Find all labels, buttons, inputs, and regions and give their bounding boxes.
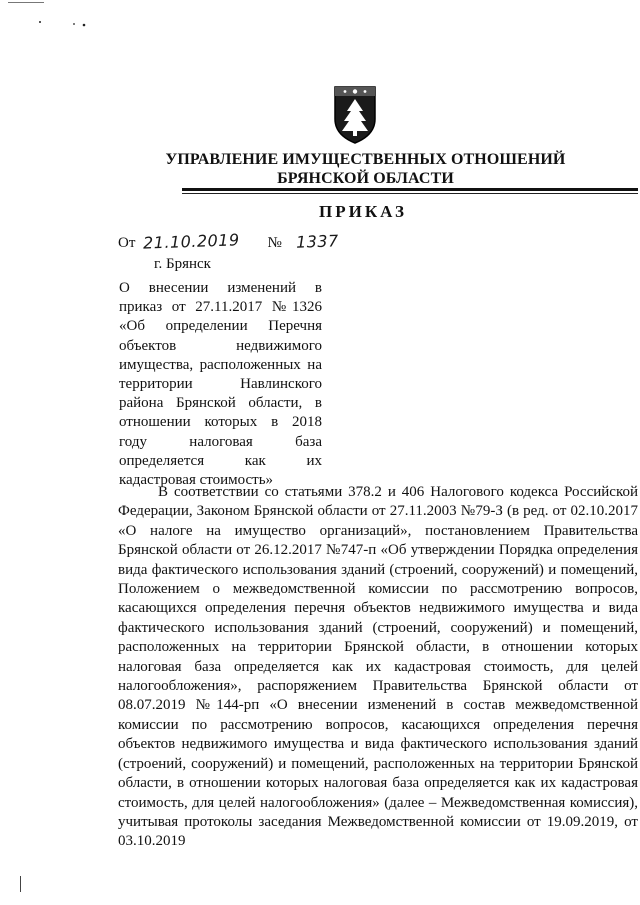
scan-specks	[38, 18, 98, 28]
handwritten-number: 1337	[295, 231, 339, 252]
city-name: г. Брянск	[154, 256, 211, 272]
header-divider-thick	[182, 188, 638, 191]
date-number-row	[118, 232, 338, 252]
scan-mark	[8, 2, 44, 3]
document-title: ПРИКАЗ	[319, 202, 407, 221]
coat-of-arms-emblem	[330, 83, 380, 145]
order-subject: О внесении изменений в приказ от 27.11.2017 №1326 «Об определении Перечня объектов недвижимого имущества, расположенных на территории Навлинского района Брянской области, в отношении которых в 2018 году налоговая база определяется как их кадастровая стоимость»	[119, 280, 322, 489]
handwritten-date: 21.10.2019	[142, 230, 241, 253]
order-body-paragraph: В соответствии со статьями 378.2 и 406 Налогового кодекса Российской Федерации, Законом Брянской области от 27.11.2003 №79-З (в ред. от 02.10.2017 «О налоге на имущество организаций», постановлением Правительства Брянской области от 26.12.2017 №747-п «Об утверждении Порядка определения вида фактического использования зданий (строений, сооружений) и помещений, Положением о межведомственной комиссии по рассмотрению вопросов, касающихся определения перечня объектов недвижимого имущества и вида фактического использования зданий (строений, сооружений) и помещений, расположенных на территории Брянской области, в отношении которых налоговая база определяется как их кадастровая стоимость, для целей налогообложения», распоряжением Правительства Брянской области от 08.07.2019 №144-рп «О внесении изменений в состав межведомственной комиссии по рассмотрению вопросов, касающихся определения перечня объектов недвижимого имущества и вида фактического использования зданий (строений, сооружений) и помещений, расположенных на территории Брянской области, в отношении которых налоговая база определяется как их кадастровая стоимость, для целей налогообложения» (далее – Межведомственная комиссия), учитывая протоколы заседания Межведомственной комиссии от 19.09.2019, от 03.10.2019	[118, 484, 638, 850]
header-divider-thin	[182, 193, 638, 194]
organization-name-line2: БРЯНСКОЙ ОБЛАСТИ	[277, 170, 454, 187]
date-label: От	[118, 235, 136, 251]
organization-name-line1: УПРАВЛЕНИЕ ИМУЩЕСТВЕННЫХ ОТНОШЕНИЙ	[165, 151, 566, 168]
number-label: №	[267, 235, 282, 251]
scan-margin-mark	[20, 876, 22, 892]
